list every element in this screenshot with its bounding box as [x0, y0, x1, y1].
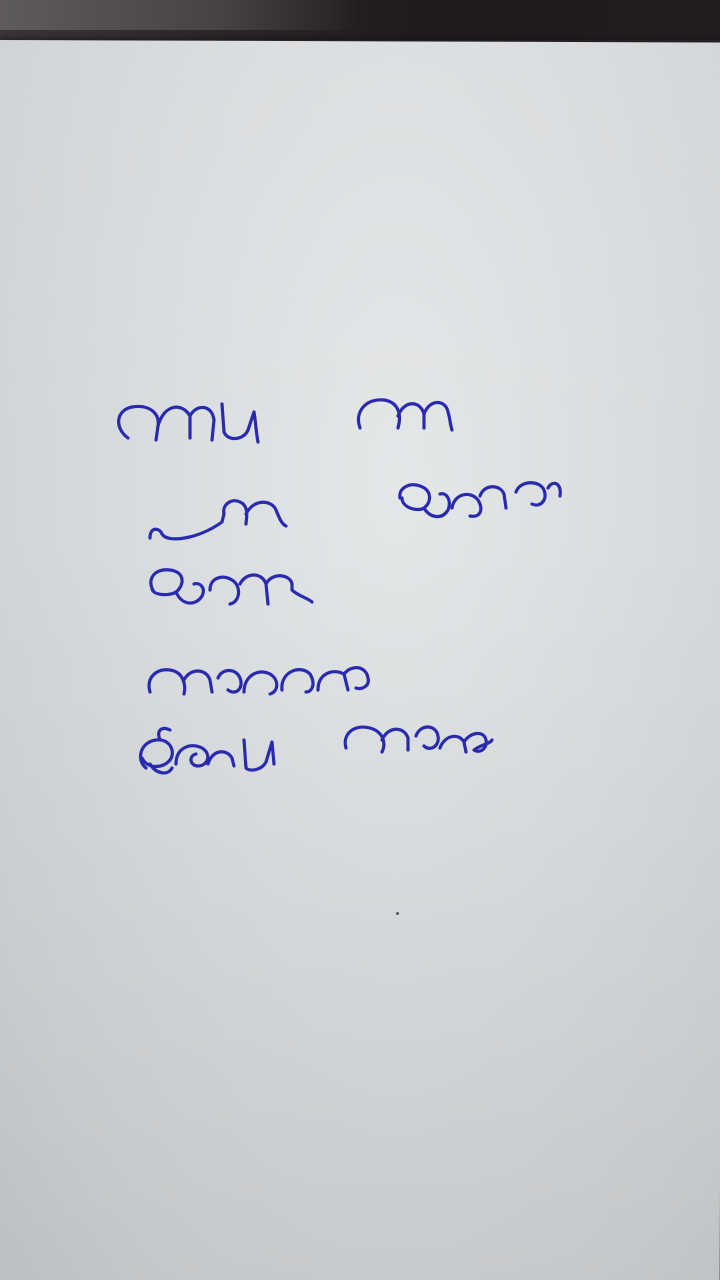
line-5-word-1b: [176, 746, 234, 766]
line-4-word-1: [149, 670, 212, 694]
handwritten-line-4: [149, 668, 368, 694]
line-5-word-1: [141, 728, 173, 772]
line-2-word-1: [150, 501, 286, 539]
line-3-word-1b: [210, 575, 312, 604]
line-2-word-2b: [516, 483, 560, 505]
line-4-word-1c: [318, 668, 368, 690]
line-5-word-2b: [416, 727, 492, 752]
line-2-word-2: [400, 485, 506, 517]
line-1-word-2: [358, 400, 452, 430]
line-1-word-1b: [222, 404, 258, 442]
line-4-word-1b: [218, 670, 313, 694]
line-3-word-1: [151, 570, 203, 603]
handwritten-line-1: [119, 400, 452, 442]
handwritten-line-2: [150, 483, 560, 539]
handwritten-line-3: [151, 570, 312, 604]
handwritten-line-5: [141, 727, 492, 773]
line-5-word-1c: [244, 740, 274, 770]
line-1-word-1: [119, 406, 214, 440]
line-5-word-2: [345, 727, 408, 752]
